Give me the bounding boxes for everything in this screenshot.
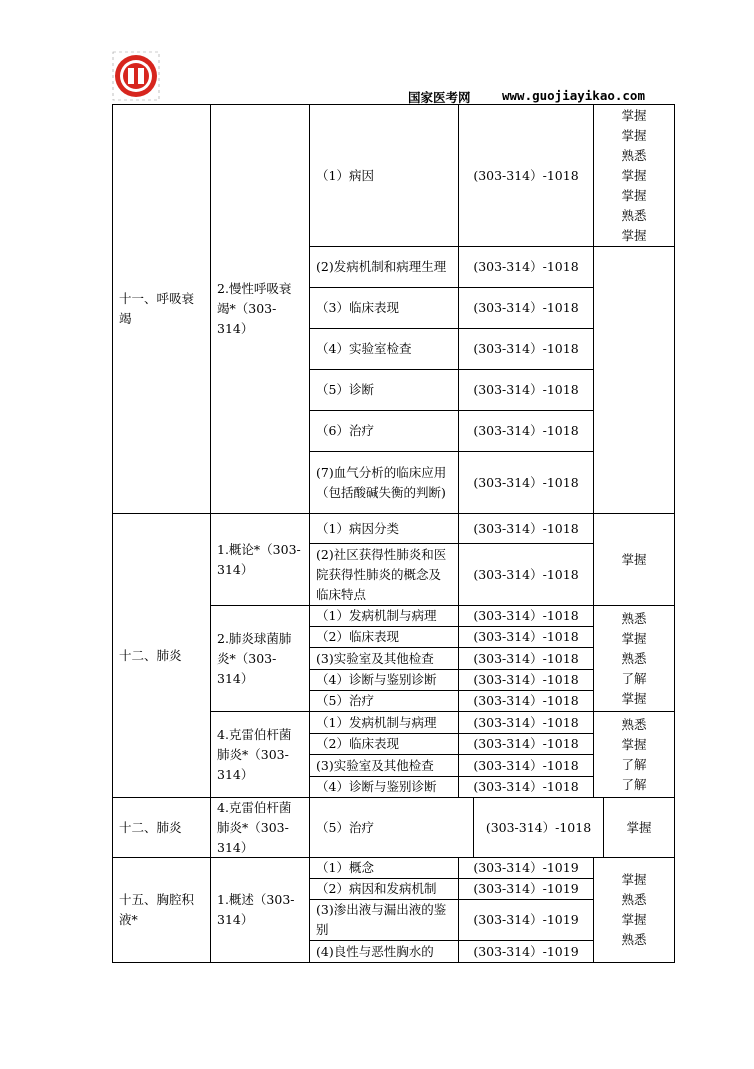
point-cell: （2）病因和发病机制 [309,878,459,900]
point-cell: (2)社区获得性肺炎和医院获得性肺炎的概念及临床特点 [309,543,459,606]
code-cell: (303-314）-1018 [458,369,594,411]
point-cell: （1）发病机制与病理 [309,711,459,734]
point-cell: （4）诊断与鉴别诊断 [309,776,459,798]
site-name: 国家医考网 [408,90,471,105]
requirement-cell: 熟悉 掌握 熟悉 了解 掌握 [593,605,675,712]
point-cell: （3）临床表现 [309,287,459,329]
code-cell: (303-314）-1018 [458,410,594,452]
subunit-cell: 2.肺炎球菌肺炎*（303-314） [210,605,310,712]
code-cell: (303-314）-1018 [458,776,594,798]
unit-cell: 十二、肺炎 [112,513,211,798]
subunit-cell: 2.慢性呼吸衰竭*（303-314） [210,104,310,514]
site-url[interactable]: www.guojiayikao.com [502,88,645,103]
point-cell: (3)渗出液与漏出液的鉴别 [309,899,459,941]
code-cell: (303-314）-1018 [458,287,594,329]
code-cell: (303-314）-1019 [458,899,594,941]
code-cell: (303-314）-1018 [458,669,594,691]
point-cell: （5）治疗 [309,797,474,858]
code-cell: (303-314）-1018 [458,246,594,288]
code-cell: (303-314）-1018 [458,690,594,712]
code-cell: (303-314）-1019 [458,940,594,963]
subunit-cell: 4.克雷伯杆菌肺炎*（303-314） [210,797,310,858]
requirement-cell [593,246,675,514]
code-cell: (303-314）-1018 [458,104,594,247]
point-cell: （1）概念 [309,857,459,879]
point-cell: （1）病因分类 [309,513,459,544]
code-cell: (303-314）-1018 [458,733,594,755]
point-cell: (3)实验室及其他检查 [309,647,459,670]
requirement-cell: 掌握 [603,797,675,858]
code-cell: (303-314）-1018 [458,543,594,606]
requirement-cell: 掌握 熟悉 掌握 熟悉 [593,857,675,963]
point-cell: （5）诊断 [309,369,459,411]
code-cell: (303-314）-1019 [458,857,594,879]
code-cell: (303-314）-1018 [458,605,594,627]
code-cell: (303-314）-1019 [458,878,594,900]
requirement-cell: 熟悉 掌握 了解 了解 [593,711,675,798]
point-cell: (4)良性与恶性胸水的 [309,940,459,963]
unit-cell: 十一、呼吸衰竭 [112,104,211,514]
code-cell: (303-314）-1018 [458,626,594,648]
point-cell: （6）治疗 [309,410,459,452]
subunit-cell: 4.克雷伯杆菌肺炎*（303-314） [210,711,310,798]
unit-cell: 十二、肺炎 [112,797,211,858]
code-cell: (303-314）-1018 [473,797,604,858]
code-cell: (303-314）-1018 [458,754,594,777]
code-cell: (303-314）-1018 [458,647,594,670]
code-cell: (303-314）-1018 [458,328,594,370]
code-cell: (303-314）-1018 [458,513,594,544]
requirement-cell: 掌握 [593,513,675,606]
code-cell: (303-314）-1018 [458,451,594,514]
point-cell: （1）发病机制与病理 [309,605,459,627]
point-cell: (2)发病机制和病理生理 [309,246,459,288]
point-cell: （1）病因 [309,104,459,247]
point-cell: （2）临床表现 [309,626,459,648]
subunit-cell: 1.概述（303-314） [210,857,310,963]
point-cell: (7)血气分析的临床应用（包括酸碱失衡的判断) [309,451,459,514]
point-cell: （4）实验室检查 [309,328,459,370]
point-cell: （2）临床表现 [309,733,459,755]
point-cell: （4）诊断与鉴别诊断 [309,669,459,691]
subunit-cell: 1.概论*（303-314） [210,513,310,606]
code-cell: (303-314）-1018 [458,711,594,734]
requirement-cell: 掌握 掌握 熟悉 掌握 掌握 熟悉 掌握 [593,104,675,247]
unit-cell: 十五、胸腔积液* [112,857,211,963]
point-cell: (3)实验室及其他检查 [309,754,459,777]
guojiayikao-logo-icon [112,51,160,101]
point-cell: （5）治疗 [309,690,459,712]
